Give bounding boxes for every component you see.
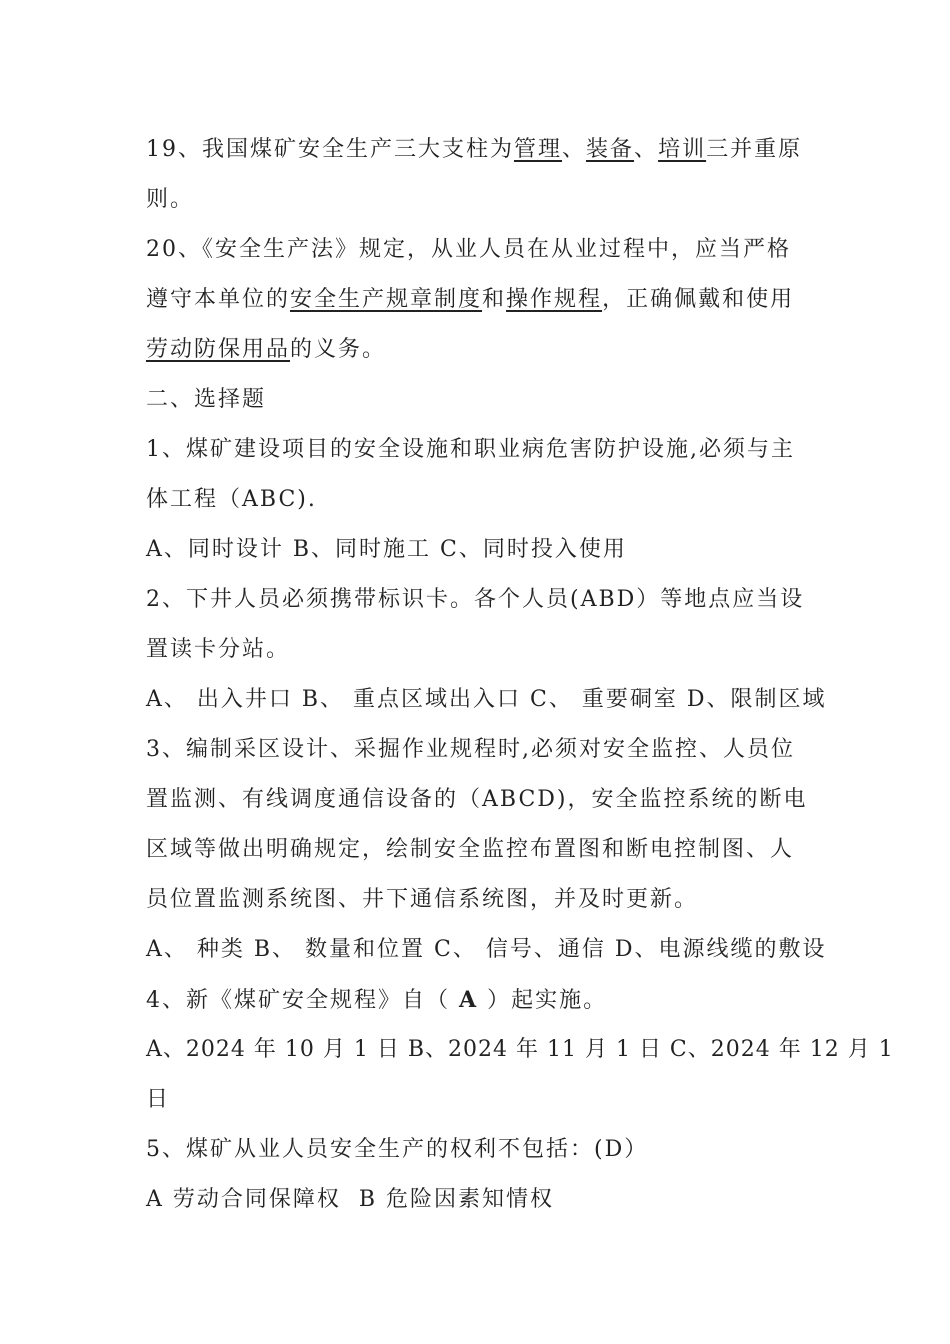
c2-line2: 置读卡分站。 [146,637,291,662]
q20-answer-2: 操作规程 [506,287,603,312]
c2-options: A、 出入井口 B、 重点区域出入口 C、 重要硐室 D、限制区域 [146,687,827,712]
q19-sep-2: 、 [634,137,659,162]
q20-text: 遵守本单位的 [146,287,291,312]
q19-text: 19、我国煤矿安全生产三大支柱为 [146,137,514,162]
c5-line1: 5、煤矿从业人员安全生产的权利不包括：(D） [146,1137,649,1162]
q20-text-tail: 的义务。 [290,337,387,362]
c3-line2: 置监测、有线调度通信设备的（ABCD)，安全监控系统的断电 [146,787,808,812]
c4-options: A、2024 年 10 月 1 日 B、2024 年 11 月 1 日 C、2024 年 12 月 1 [146,1037,894,1062]
q19-answer-1: 管理 [514,137,563,162]
q20-line2 [146,285,816,315]
c3-options: A、 种类 B、 数量和位置 C、 信号、通信 D、电源线缆的敷设 [146,937,827,962]
c1-line2: 体工程（ABC). [146,487,317,512]
c5-option-a: A 劳动合同保障权 [146,1187,341,1212]
q20-line3 [146,335,816,365]
c1-options: A、同时设计 B、同时施工 C、同时投入使用 [146,537,627,562]
q20-answer-1: 安全生产规章制度 [290,287,483,312]
c4-options-cont: 日 [146,1087,171,1112]
c2-line1: 2、下井人员必须携带标识卡。各个人员(ABD）等地点应当设 [146,587,805,612]
q19-answer-3: 培训 [658,137,707,162]
c1-line1: 1、煤矿建设项目的安全设施和职业病危害防护设施,必须与主 [146,437,795,462]
q20-text-mid: 和 [482,287,507,312]
q19-text-end: 三并重原 [706,137,803,162]
q20-text-end: ，正确佩戴和使用 [602,287,795,312]
c3-line4: 员位置监测系统图、井下通信系统图，并及时更新。 [146,887,699,912]
c4-text: 4、新《煤矿安全规程》自（ [146,988,459,1013]
c4-text-end: ）起实施。 [478,988,608,1013]
q19-line1 [146,135,816,165]
c4-answer: A [459,987,479,1013]
c5-options [146,1185,816,1215]
c5-option-b: B 危险因素知情权 [358,1187,555,1212]
q19-answer-2: 装备 [586,137,635,162]
q20-answer-3: 劳动防保用品 [146,337,291,362]
q19-line2: 则。 [146,187,195,212]
c3-line1: 3、编制采区设计、采掘作业规程时,必须对安全监控、人员位 [146,737,795,762]
q20-line1: 20、《安全生产法》规定，从业人员在从业过程中，应当严格 [146,237,791,262]
c3-line3: 区域等做出明确规定，绘制安全监控布置图和断电控制图、人 [146,837,795,862]
c4-line1 [146,985,816,1016]
section-heading: 二、选择题 [146,387,267,412]
q19-sep-1: 、 [562,137,587,162]
